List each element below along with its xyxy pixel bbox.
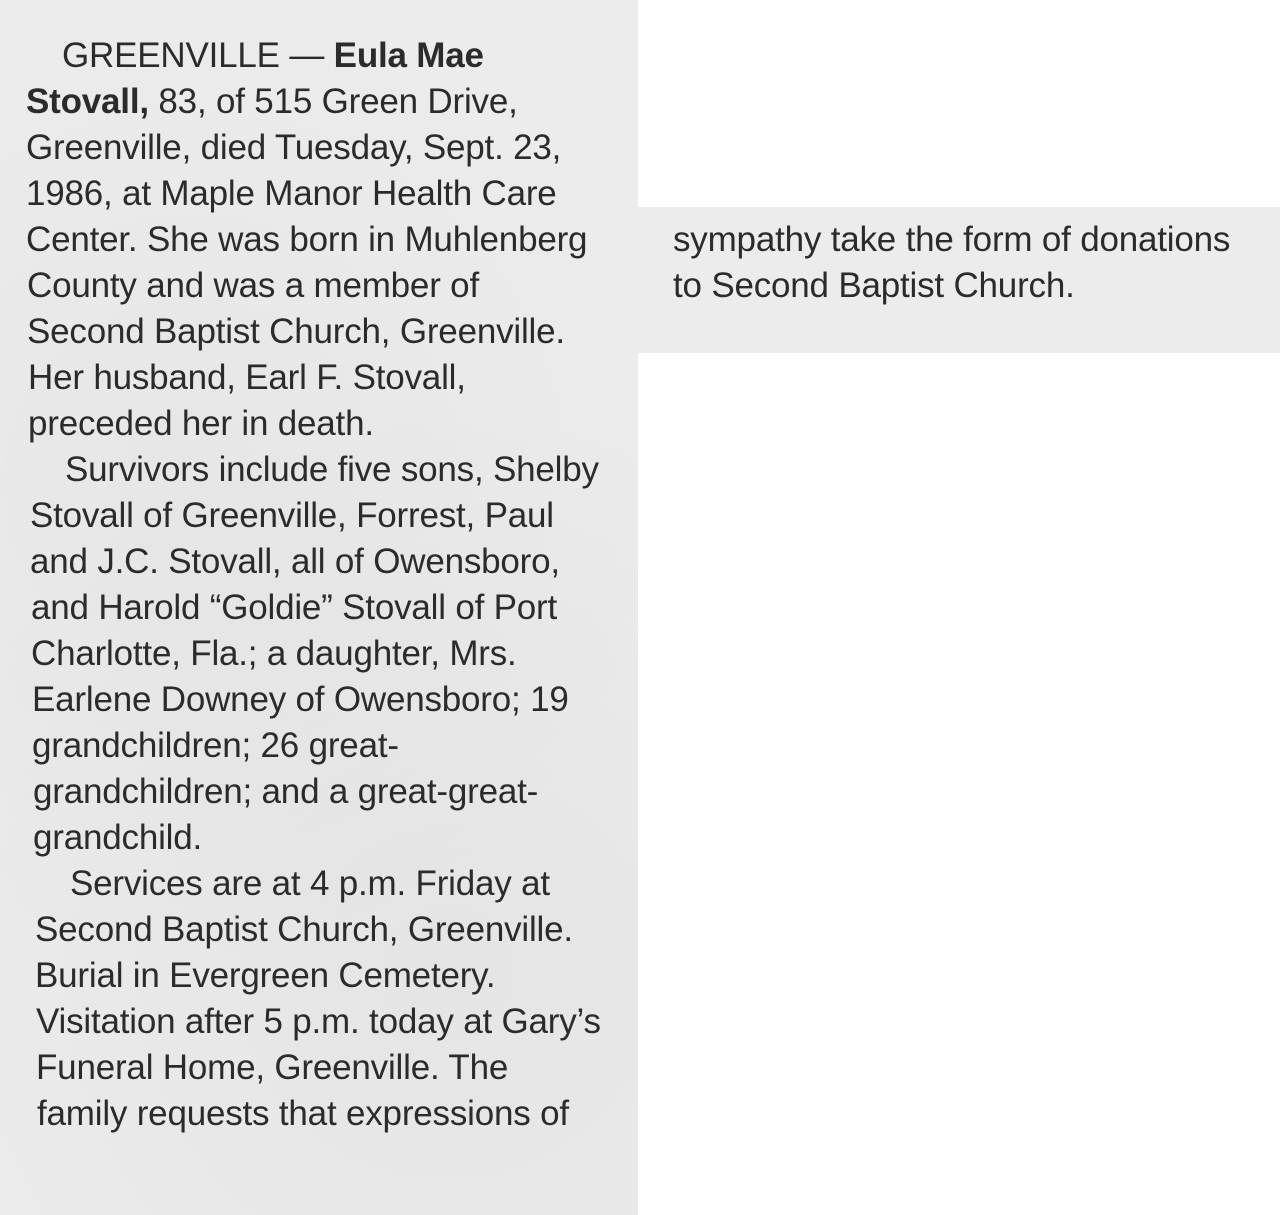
text-line: Her husband, Earl F. Stovall, [28, 358, 466, 397]
text-line: grandchild. [33, 818, 203, 857]
text-line: Visitation after 5 p.m. today at Gary’s [36, 1002, 601, 1041]
text-line: grandchildren; 26 great- [32, 726, 399, 765]
text-line: County and was a member of [27, 266, 479, 305]
text-line: Second Baptist Church, Greenville. [35, 910, 573, 949]
text-line: Services are at 4 p.m. Friday at [70, 864, 550, 903]
text-line: Stovall, 83, of 515 Green Drive, [26, 82, 518, 121]
text-line: grandchildren; and a great-great- [33, 772, 539, 811]
text-line: 1986, at Maple Manor Health Care [26, 174, 557, 213]
text-line: family requests that expressions of [37, 1094, 569, 1133]
text-line: GREENVILLE — Eula Mae [62, 36, 484, 75]
text-line: and J.C. Stovall, all of Owensboro, [30, 542, 560, 581]
obituary-clipping-right [638, 207, 1280, 353]
text-line: and Harold “Goldie” Stovall of Port [31, 588, 558, 627]
text-line: Funeral Home, Greenville. The [36, 1048, 509, 1087]
text-line: Survivors include five sons, Shelby [65, 450, 599, 489]
text-line: Charlotte, Fla.; a daughter, Mrs. [31, 634, 517, 673]
text-line: Greenville, died Tuesday, Sept. 23, [26, 128, 562, 167]
obituary-clipping-left [0, 0, 638, 1215]
text-line: Stovall of Greenville, Forrest, Paul [30, 496, 554, 535]
text-line: Earlene Downey of Owensboro; 19 [32, 680, 569, 719]
text-line: Center. She was born in Muhlenberg [26, 220, 588, 259]
text-line: Second Baptist Church, Greenville. [27, 312, 565, 351]
text-line: preceded her in death. [28, 404, 374, 443]
text-line: to Second Baptist Church. [673, 266, 1075, 305]
text-line: Burial in Evergreen Cemetery. [35, 956, 496, 995]
text-line: sympathy take the form of donations [673, 220, 1231, 259]
